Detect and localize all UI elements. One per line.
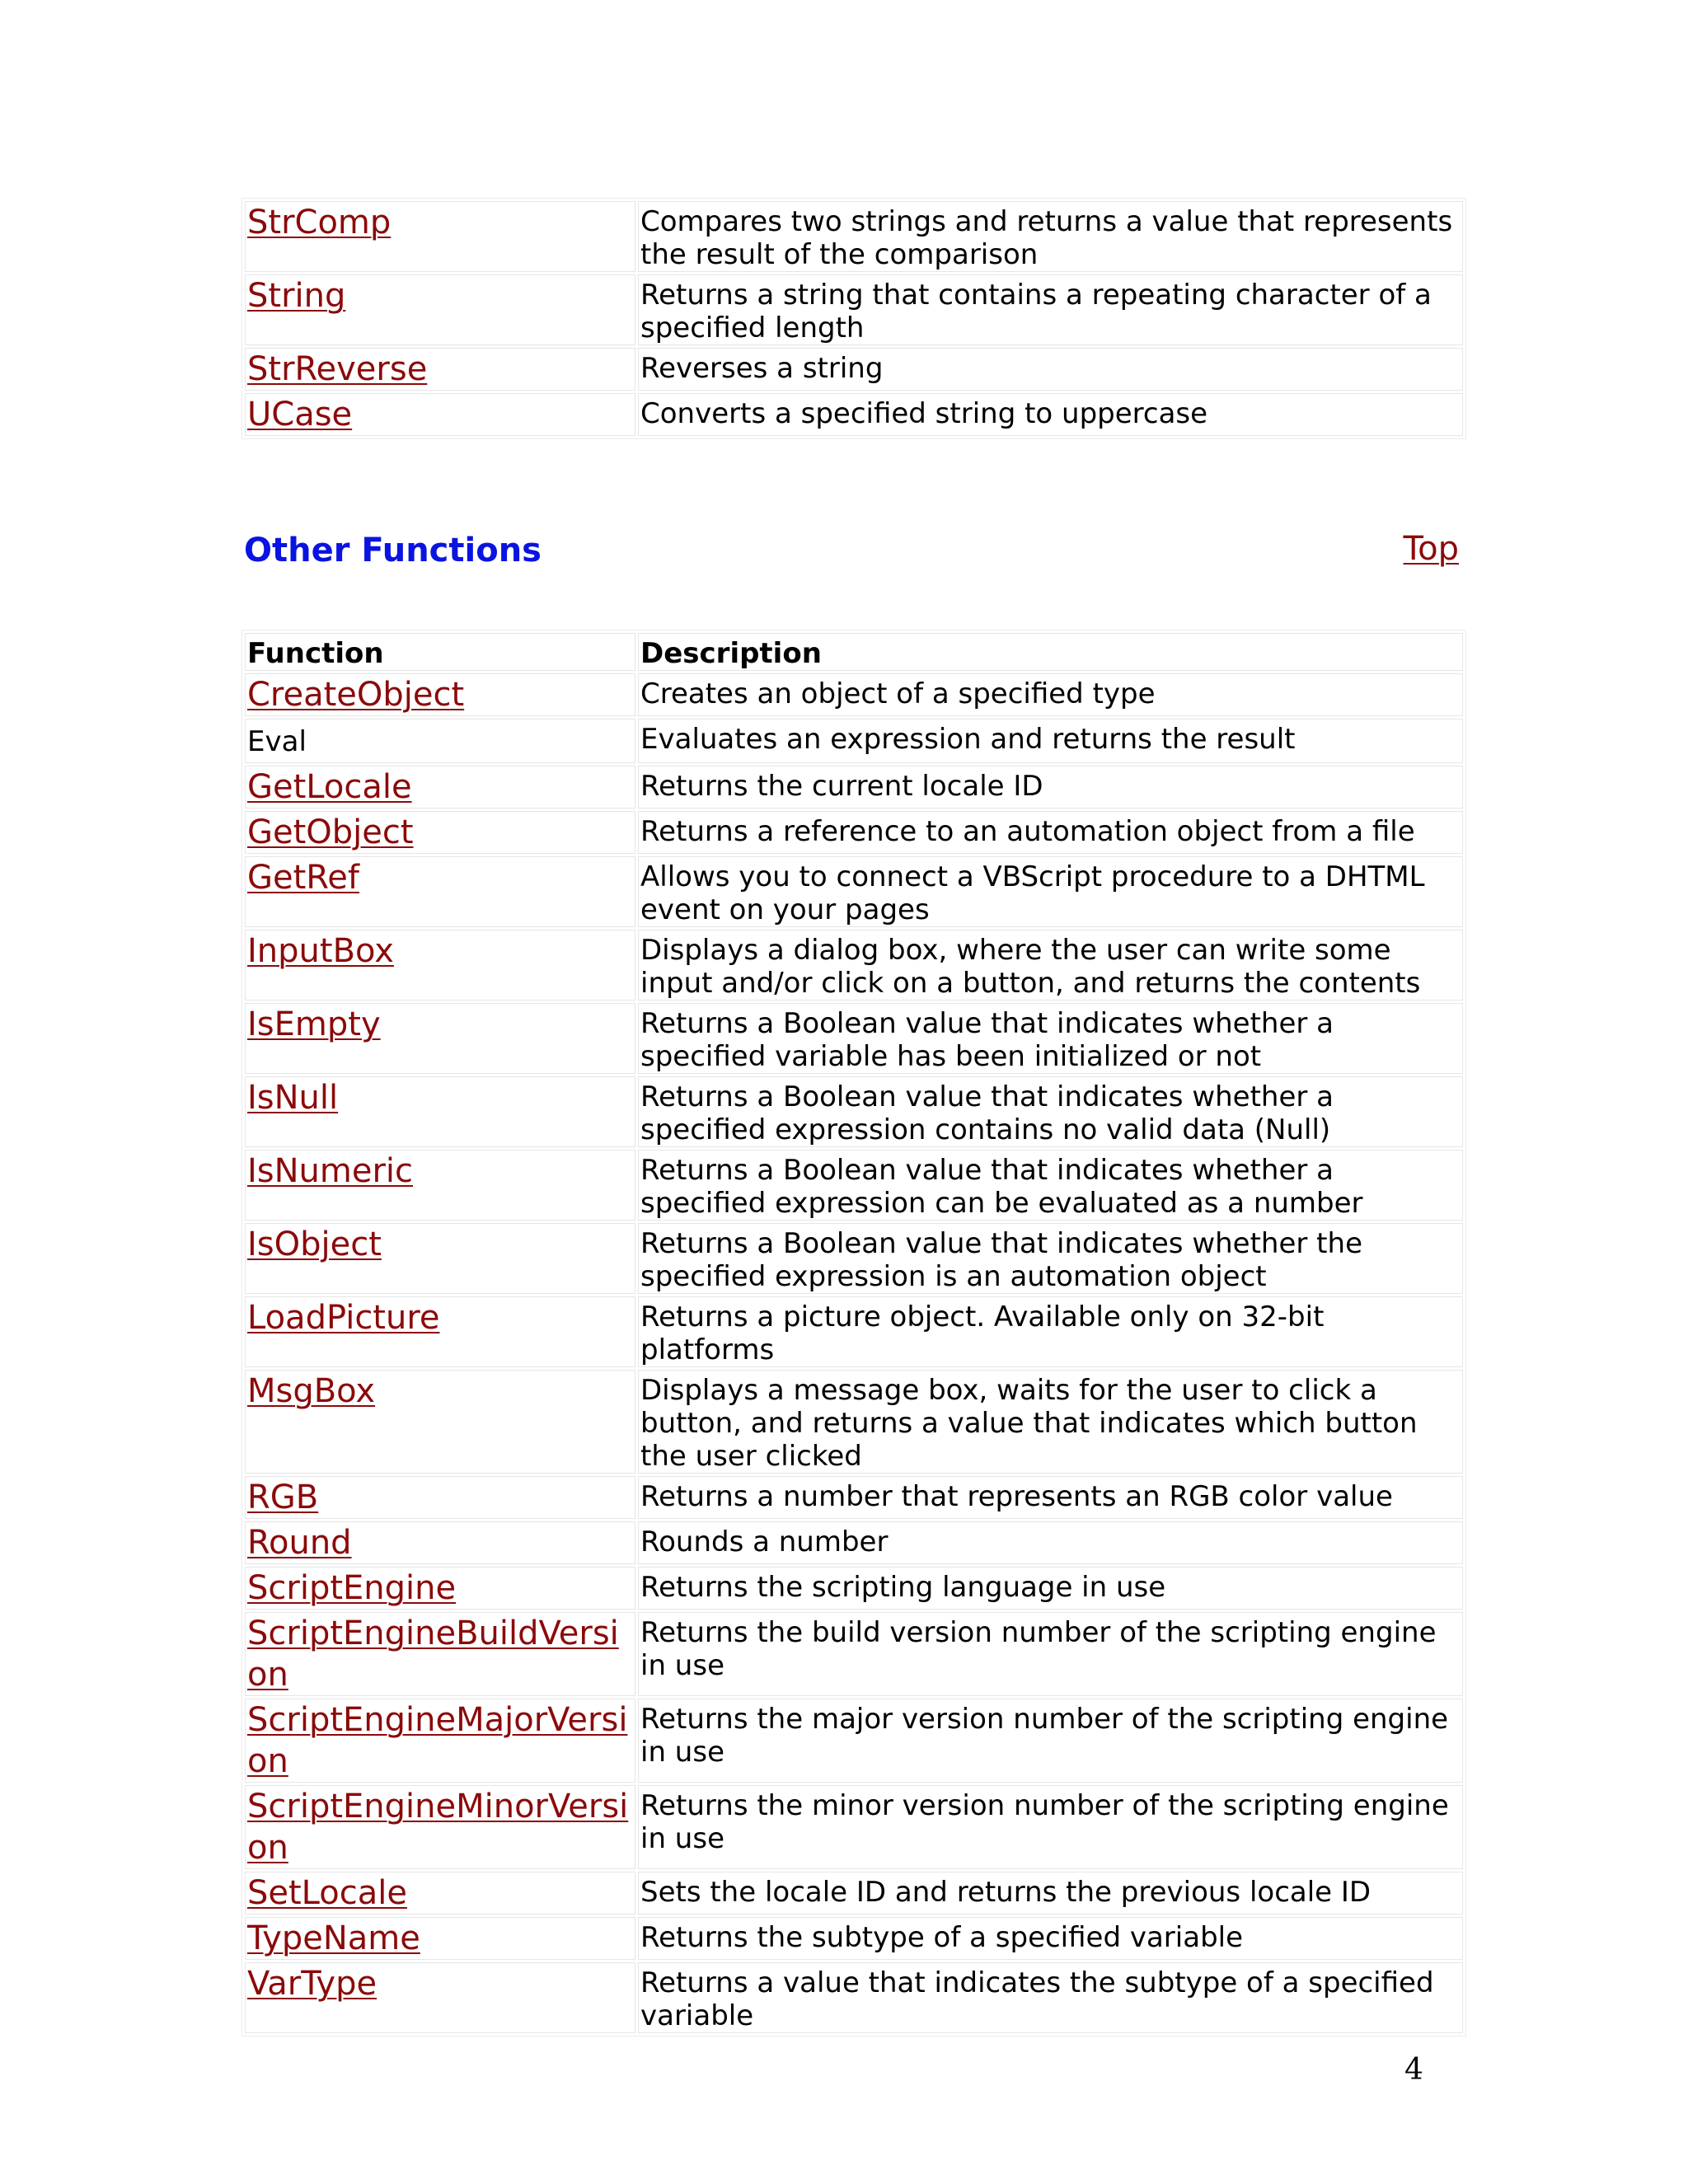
function-description: Returns the minor version number of the scripting engine in use	[638, 1785, 1463, 1869]
function-description: Returns a Boolean value that indicates whether a specified variable has been initialized or not	[638, 1003, 1463, 1074]
table-row	[245, 1785, 1463, 1869]
function-name-cell	[245, 393, 635, 436]
function-description: Returns a number that represents an RGB color value	[638, 1476, 1463, 1519]
function-description: Compares two strings and returns a value that represents the result of the comparison	[638, 201, 1463, 272]
table-row	[245, 1612, 1463, 1696]
function-link[interactable]: Round	[247, 1524, 352, 1562]
function-name-cell	[245, 1962, 635, 2033]
table-row	[245, 274, 1463, 345]
function-name-cell	[245, 1296, 635, 1367]
table-row	[245, 930, 1463, 1001]
function-link[interactable]: RGB	[247, 1479, 319, 1516]
other-functions-table	[241, 630, 1466, 2036]
function-name-cell	[245, 1476, 635, 1519]
function-name-cell	[245, 201, 635, 272]
table-row	[245, 856, 1463, 927]
function-description: Displays a message box, waits for the user to click a button, and returns a value that indicates which button the user clicked	[638, 1370, 1463, 1474]
function-link[interactable]: StrReverse	[247, 350, 428, 388]
function-name-cell	[245, 1917, 635, 1960]
function-name-cell	[245, 274, 635, 345]
function-link[interactable]: StrComp	[247, 204, 392, 241]
table-row	[245, 393, 1463, 436]
table-row	[245, 1296, 1463, 1367]
function-name-cell	[245, 1003, 635, 1074]
function-description: Returns a reference to an automation object from a file	[638, 811, 1463, 854]
function-description: Returns the subtype of a specified variable	[638, 1917, 1463, 1960]
function-description: Returns the current locale ID	[638, 766, 1463, 808]
function-name-cell	[245, 1521, 635, 1564]
column-header-description: Description	[638, 633, 1463, 671]
table-row	[245, 1003, 1463, 1074]
function-link[interactable]: ScriptEngineMajorVersion	[247, 1701, 628, 1780]
function-name-cell	[245, 1612, 635, 1696]
function-name-cell	[245, 1699, 635, 1783]
function-description: Returns the major version number of the scripting engine in use	[638, 1699, 1463, 1783]
function-description: Rounds a number	[638, 1521, 1463, 1564]
function-link[interactable]: GetLocale	[247, 768, 412, 806]
function-name-cell	[245, 766, 635, 808]
function-name-cell	[245, 348, 635, 391]
table-row	[245, 673, 1463, 716]
function-name-cell	[245, 719, 635, 763]
section-heading: Other Functions	[244, 532, 542, 569]
function-link[interactable]: SetLocale	[247, 1874, 407, 1912]
function-link[interactable]: IsEmpty	[247, 1005, 381, 1043]
function-description: Evaluates an expression and returns the result	[638, 719, 1463, 763]
function-description: Returns a Boolean value that indicates whether a specified expression can be evaluated as a number	[638, 1150, 1463, 1221]
function-description: Returns a Boolean value that indicates whether a specified expression contains no valid data (Null)	[638, 1076, 1463, 1147]
function-link[interactable]: TypeName	[247, 1919, 420, 1957]
table-row	[245, 1962, 1463, 2033]
function-link[interactable]: GetRef	[247, 859, 359, 897]
column-header-function: Function	[245, 633, 635, 671]
other-functions-body	[245, 673, 1463, 2033]
string-functions-table	[241, 198, 1466, 439]
table-row	[245, 1567, 1463, 1610]
table-row	[245, 1370, 1463, 1474]
function-link[interactable]: IsObject	[247, 1226, 382, 1263]
function-name-cell	[245, 930, 635, 1001]
function-link[interactable]: IsNumeric	[247, 1152, 414, 1190]
function-name: Eval	[247, 725, 307, 758]
table-row	[245, 719, 1463, 763]
table-row	[245, 811, 1463, 854]
function-description: Returns a Boolean value that indicates whether the specified expression is an automation object	[638, 1223, 1463, 1294]
page-number: 4	[1404, 2053, 1423, 2087]
function-description: Returns a string that contains a repeating character of a specified length	[638, 274, 1463, 345]
function-link[interactable]: ScriptEngine	[247, 1569, 457, 1607]
function-description: Reverses a string	[638, 348, 1463, 391]
function-link[interactable]: CreateObject	[247, 676, 465, 714]
function-name-cell	[245, 1150, 635, 1221]
function-name-cell	[245, 1872, 635, 1915]
table-row	[245, 201, 1463, 272]
function-description: Converts a specified string to uppercase	[638, 393, 1463, 436]
function-description: Creates an object of a specified type	[638, 673, 1463, 716]
function-name-cell	[245, 673, 635, 716]
function-description: Returns the scripting language in use	[638, 1567, 1463, 1610]
table-row	[245, 1521, 1463, 1564]
function-link[interactable]: GetObject	[247, 813, 414, 851]
table-row	[245, 1917, 1463, 1960]
table-row	[245, 1699, 1463, 1783]
function-description: Returns a value that indicates the subtype of a specified variable	[638, 1962, 1463, 2033]
function-name-cell	[245, 1785, 635, 1869]
function-description: Allows you to connect a VBScript procedure to a DHTML event on your pages	[638, 856, 1463, 927]
table-row	[245, 348, 1463, 391]
function-link[interactable]: LoadPicture	[247, 1299, 440, 1337]
function-name-cell	[245, 856, 635, 927]
table-header-row	[245, 633, 1463, 671]
top-link[interactable]: Top	[1403, 530, 1459, 568]
function-link[interactable]: IsNull	[247, 1079, 339, 1117]
table-row	[245, 766, 1463, 808]
function-name-cell	[245, 1370, 635, 1474]
function-link[interactable]: VarType	[247, 1965, 377, 2003]
function-description: Displays a dialog box, where the user can write some input and/or click on a button, and returns the contents	[638, 930, 1463, 1001]
function-description: Returns a picture object. Available only on 32-bit platforms	[638, 1296, 1463, 1367]
function-name-cell	[245, 1076, 635, 1147]
table-row	[245, 1150, 1463, 1221]
function-link[interactable]: ScriptEngineBuildVersion	[247, 1615, 619, 1694]
function-name-cell	[245, 811, 635, 854]
function-link[interactable]: ScriptEngineMinorVersion	[247, 1788, 629, 1867]
table-row	[245, 1476, 1463, 1519]
function-description: Returns the build version number of the scripting engine in use	[638, 1612, 1463, 1696]
function-link[interactable]: MsgBox	[247, 1372, 376, 1410]
function-name-cell	[245, 1223, 635, 1294]
function-name-cell	[245, 1567, 635, 1610]
table-row	[245, 1076, 1463, 1147]
table-row	[245, 1872, 1463, 1915]
function-link[interactable]: InputBox	[247, 932, 394, 970]
table-row	[245, 1223, 1463, 1294]
function-link[interactable]: String	[247, 277, 346, 315]
function-link[interactable]: UCase	[247, 396, 353, 434]
string-functions-body	[245, 201, 1463, 436]
function-description: Sets the locale ID and returns the previous locale ID	[638, 1872, 1463, 1915]
